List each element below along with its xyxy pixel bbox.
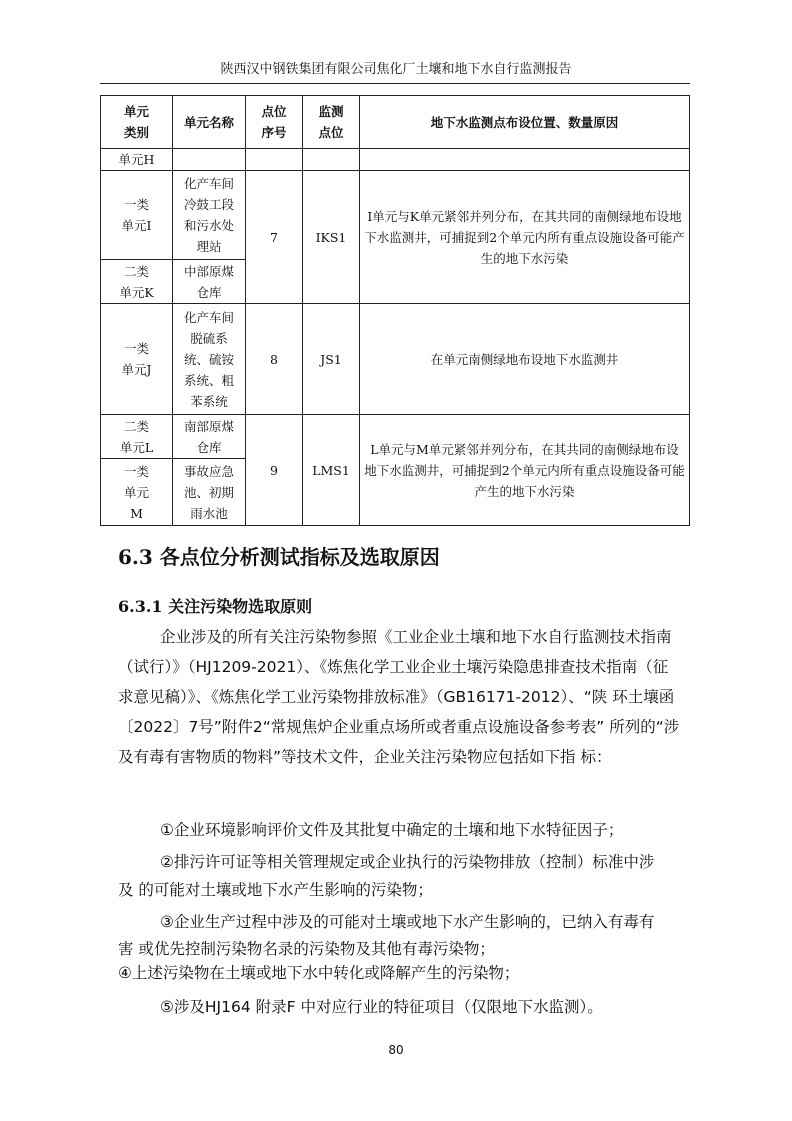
header-point-seq: 点位 序号 bbox=[246, 96, 303, 149]
list-item: ②排污许可证等相关管理规定或企业执行的污染物排放（控制）标准中涉 bbox=[160, 853, 655, 871]
running-header: 陕西汉中钢铁集团有限公司焦化厂土壤和地下水自行监测报告 bbox=[220, 62, 572, 77]
cell-type: 二类 单元L bbox=[101, 415, 173, 459]
cell-reason: L单元与M单元紧邻并列分布，在其共同的南侧绿地布设地下水监测井，可捕捉到2个单元内所有重点设施设备可能产生的地下水污染 bbox=[360, 415, 690, 526]
intro-paragraph: 企业涉及的所有关注污染物参照《工业企业土壤和地下水自行监测技术指南（试行）》（HJ1209-2021）、《炼焦化学工业企业土壤污染隐患排查技术指南（征求意见稿）》、《炼焦化学工业污染物排放标准》（GB16171-2012）、“陕 环土壤函〔2022〕7号”附件2“常规焦炉企业重点场所或者重点设施设备参考表” 所列的“涉及有毒有害物质的物料”等技术文件，企业关注污染物应包括如下指 标： bbox=[118, 628, 680, 766]
cell-type: 一类 单元 M bbox=[101, 459, 173, 526]
cell-seq: 7 bbox=[246, 171, 303, 304]
list-item: 及 的可能对土壤或地下水产生影响的污染物； bbox=[118, 881, 433, 899]
cell-type: 一类 单元I bbox=[101, 171, 173, 260]
list-item: ③企业生产过程中涉及的可能对土壤或地下水产生影响的，已纳入有毒有 bbox=[160, 913, 655, 931]
cell-type: 一类 单元J bbox=[101, 304, 173, 415]
cell-name: 事故应急 池、初期 雨水池 bbox=[173, 459, 246, 526]
section-heading: 6.3 各点位分析测试指标及选取原因 bbox=[118, 545, 440, 569]
list-item: ①企业环境影响评价文件及其批复中确定的土壤和地下水特征因子； bbox=[160, 821, 624, 839]
page-number: 80 bbox=[388, 1043, 404, 1057]
table-row-i bbox=[101, 171, 690, 260]
cell-name: 南部原煤 仓库 bbox=[173, 415, 246, 459]
list-item: 害 或优先控制污染物名录的污染物及其他有毒污染物； bbox=[118, 940, 495, 958]
list-item: ④上述污染物在土壤或地下水中转化或降解产生的污染物； bbox=[118, 964, 520, 982]
table-row-h bbox=[101, 149, 690, 171]
header-unit-name: 单元名称 bbox=[173, 96, 246, 149]
table-row-l bbox=[101, 415, 690, 459]
cell-name: 中部原煤 仓库 bbox=[173, 260, 246, 304]
table-header-row bbox=[101, 96, 690, 149]
cell-seq: 8 bbox=[246, 304, 303, 415]
cell-reason: I单元与K单元紧邻并列分布，在其共同的南侧绿地布设地下水监测井，可捕捉到2个单元内所有重点设施设备可能产生的地下水污染 bbox=[360, 171, 690, 304]
monitoring-point-table bbox=[100, 95, 690, 526]
cell-name: 化产车间 脱硫系 统、硫铵 系统、粗 苯系统 bbox=[173, 304, 246, 415]
cell-seq: 9 bbox=[246, 415, 303, 526]
cell-name: 化产车间 冷鼓工段 和污水处 理站 bbox=[173, 171, 246, 260]
cell-point: LMS1 bbox=[303, 415, 360, 526]
cell-point: IKS1 bbox=[303, 171, 360, 304]
table-row-j bbox=[101, 304, 690, 415]
header-reason: 地下水监测点布设位置、数量原因 bbox=[360, 96, 690, 149]
cell-reason: 在单元南侧绿地布设地下水监测井 bbox=[360, 304, 690, 415]
header-monitor-point: 监测 点位 bbox=[303, 96, 360, 149]
cell-point: JS1 bbox=[303, 304, 360, 415]
subsection-heading: 6.3.1 关注污染物选取原则 bbox=[118, 597, 313, 616]
header-unit-type: 单元 类别 bbox=[101, 96, 173, 149]
cell-type: 二类 单元K bbox=[101, 260, 173, 304]
cell-type: 单元H bbox=[101, 149, 173, 171]
list-item: ⑤涉及HJ164 附录F 中对应行业的特征项目（仅限地下水监测）。 bbox=[160, 998, 603, 1016]
header-rule bbox=[100, 83, 690, 84]
